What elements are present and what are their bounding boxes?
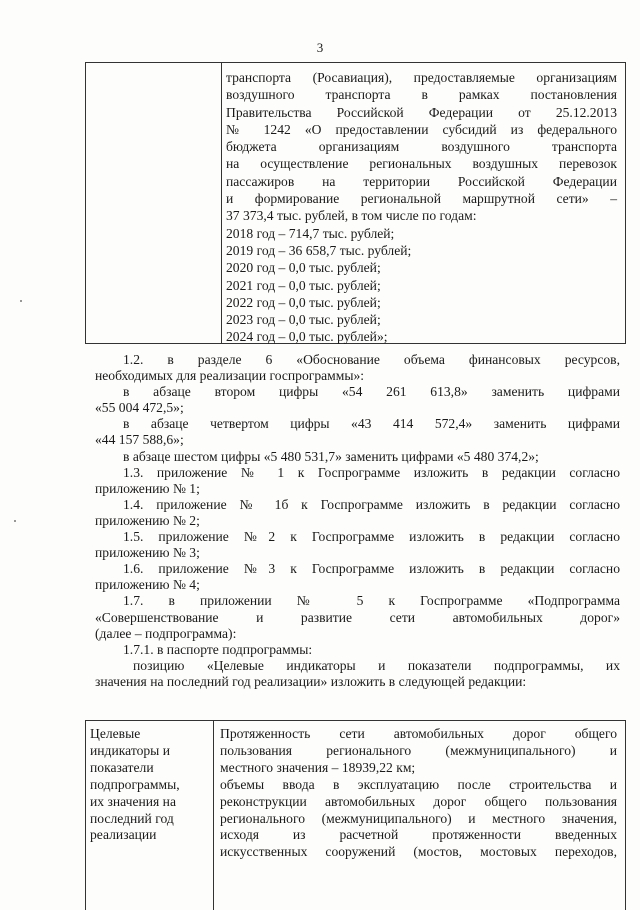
paragraph-line: приложению № 1; (95, 480, 200, 496)
label-line: реализации (90, 827, 157, 843)
paragraph-line: «55 004 472,5»; (95, 400, 184, 416)
document-body (95, 352, 620, 690)
label-line: последний год (90, 810, 174, 826)
table-text-line: Правительства Российской Федерации от 25.12.2013 (226, 104, 617, 120)
paragraph-line: позицию «Целевые индикаторы и показатели подпрограммы, их (133, 657, 620, 673)
paragraph-line: 1.3. приложение № 1 к Госпрограмме изложить в редакции согласно (123, 464, 620, 480)
year-amount-line: 2021 год – 0,0 тыс. рублей; (226, 277, 381, 293)
paragraph-line: 1.7.1. в паспорте подпрограммы: (123, 641, 313, 657)
scan-speck (14, 520, 16, 522)
label-line: Целевые (90, 726, 141, 741)
value-line: реконструкции автомобильных дорог общего пользования (220, 793, 617, 809)
table-column-divider (221, 63, 222, 343)
indicators-table (85, 720, 626, 910)
year-amount-line: 2024 год – 0,0 тыс. рублей»; (226, 329, 388, 345)
table-text-line: бюджета организациям воздушного транспорта (226, 139, 617, 155)
table-text-line: и формирование региональной маршрутной сети» – (226, 191, 617, 207)
funding-table-fragment (85, 62, 626, 344)
paragraph-line: 1.4. приложение № 1б к Госпрограмме изложить в редакции согласно (123, 496, 620, 512)
page-number: 3 (316, 40, 324, 55)
paragraph-line: (далее – подпрограмма): (95, 625, 237, 641)
indicators-table-label-cell (90, 726, 210, 844)
table-text-line: воздушного транспорта в рамках постановления (226, 87, 617, 103)
paragraph-line: в абзаце шестом цифры «5 480 531,7» заменить цифрами «5 480 374,2»; (123, 448, 539, 464)
value-line: регионального (межмуниципального) и местного значения, (220, 810, 617, 826)
year-amount-line: 2023 год – 0,0 тыс. рублей; (226, 312, 381, 328)
value-line: исходя из расчетной протяженности введенных (220, 827, 617, 843)
paragraph-line: в абзаце четвертом цифры «43 414 572,4» заменить цифрами (123, 416, 620, 432)
paragraph-line: 1.6. приложение №3 к Госпрограмме изложить в редакции согласно (123, 561, 620, 577)
year-amount-line: 2020 год – 0,0 тыс. рублей; (226, 260, 381, 276)
table-text-line: № 1242 «О предоставлении субсидий из федерального (226, 121, 617, 137)
paragraph-line: приложению № 3; (95, 545, 200, 561)
table-text-line: пассажиров на территории Российской Федерации (226, 173, 617, 189)
indicators-table-value-cell (220, 726, 617, 861)
paragraph-line: приложению № 4; (95, 577, 200, 593)
paragraph-line: 1.7. в приложении № 5 к Госпрограмме «Подпрограмма (123, 593, 620, 609)
paragraph-line: значения на последний год реализации» изложить в следующей редакции: (95, 673, 527, 689)
table-text-line: 37 373,4 тыс. рублей, в том числе по годам: (226, 208, 477, 224)
value-line: пользования регионального (межмуниципального) и (220, 742, 617, 758)
scan-speck (20, 300, 22, 302)
year-amount-line: 2022 год – 0,0 тыс. рублей; (226, 294, 381, 310)
paragraph-line: приложению № 2; (95, 512, 200, 528)
value-line: местного значения – 18939,22 км; (220, 759, 416, 775)
paragraph-line: в абзаце втором цифры «54 261 613,8» заменить цифрами (123, 384, 620, 400)
value-line: объемы ввода в эксплуатацию после строительства и (220, 776, 617, 792)
funding-table-right-cell (226, 69, 617, 346)
paragraph-line: «Совершенствование и развитие сети автомобильных дорог» (95, 609, 620, 625)
table-text-line: транспорта (Росавиация), предоставляемые организациям (226, 70, 617, 85)
value-line: Протяженность сети автомобильных дорог общего (220, 726, 617, 741)
paragraph-line: «44 157 588,6»; (95, 432, 184, 448)
label-line: показатели (90, 759, 154, 775)
paragraph-line: 1.5. приложение №2 к Госпрограмме изложить в редакции согласно (123, 529, 620, 545)
table-text-line: на осуществление региональных воздушных перевозок (226, 156, 617, 172)
label-line: подпрограммы, (90, 776, 180, 792)
value-line: искусственных сооружений (мостов, мостовых переходов, (220, 844, 617, 860)
paragraph-line: 1.2. в разделе 6 «Обоснование объема финансовых ресурсов, (123, 352, 620, 367)
table-column-divider (213, 721, 214, 910)
year-amount-line: 2018 год – 714,7 тыс. рублей; (226, 225, 395, 241)
year-amount-line: 2019 год – 36 658,7 тыс. рублей; (226, 242, 412, 258)
label-line: их значения на (90, 793, 176, 809)
label-line: индикаторы и (90, 742, 170, 758)
paragraph-line: необходимых для реализации госпрограммы»: (95, 368, 365, 384)
